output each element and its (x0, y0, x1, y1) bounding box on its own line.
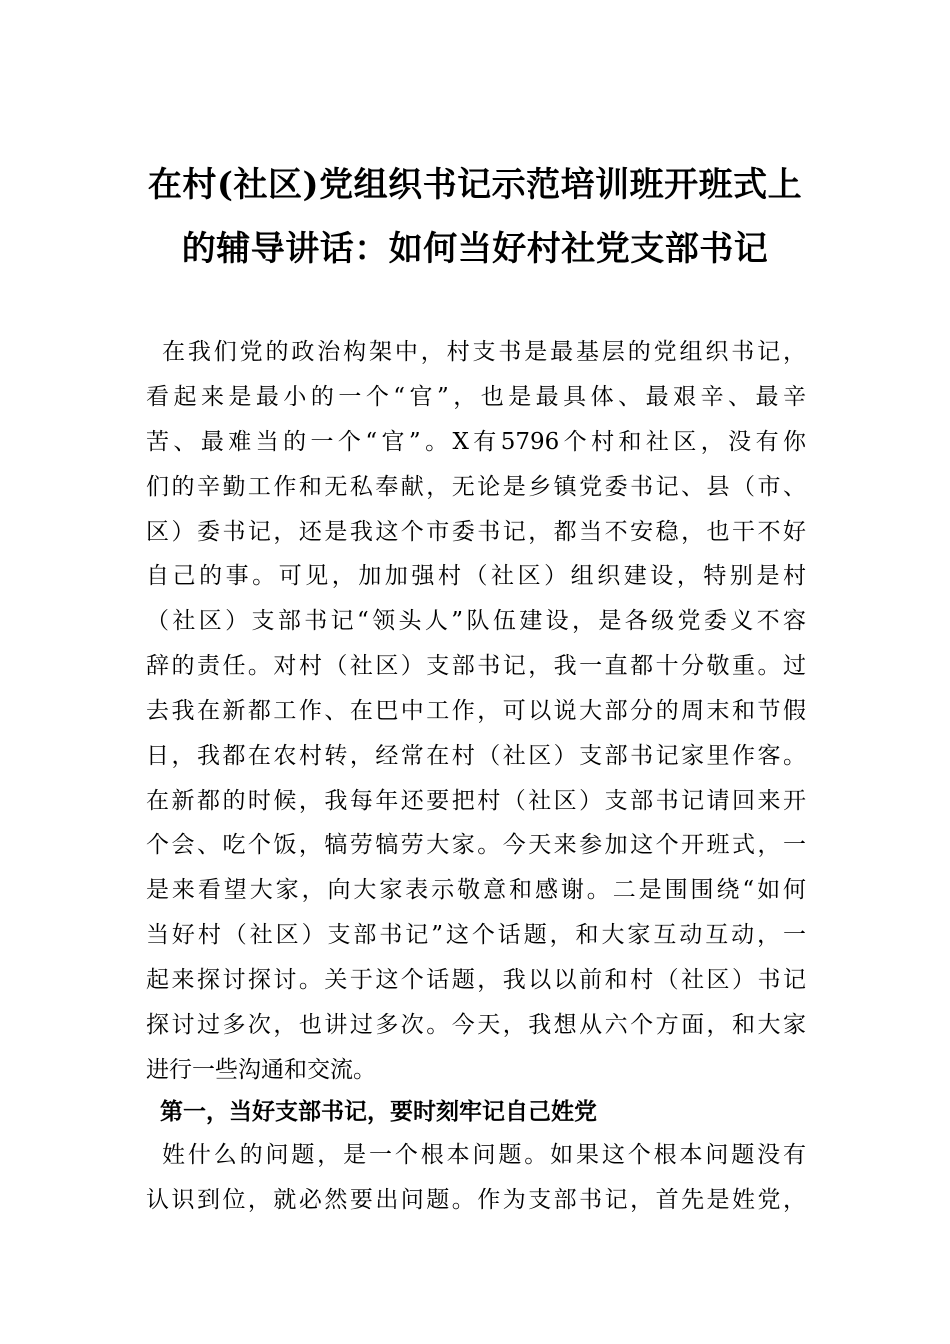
paragraph-line: 苦、最难当的一个“官”。X有5796个村和社区，没有你 (146, 429, 806, 455)
paragraph-line: 在我们党的政治构架中，村支书是最基层的党组织书记， (162, 339, 806, 365)
section-heading: 第一，当好支部书记，要时刻牢记自己姓党 (160, 1099, 597, 1125)
paragraph-line: 自己的事。可见，加加强村（社区）组织建设，特别是村 (146, 563, 806, 589)
paragraph-line: 是来看望大家，向大家表示敬意和感谢。二是围围绕“如何 (146, 877, 806, 903)
paragraph-line: 个会、吃个饭，犒劳犒劳大家。今天来参加这个开班式，一 (146, 832, 806, 858)
paragraph-line: 进行一些沟通和交流。 (146, 1057, 376, 1083)
paragraph-line: 探讨过多次，也讲过多次。今天，我想从六个方面，和大家 (146, 1012, 806, 1038)
paragraph-line: 们的辛勤工作和无私奉献，无论是乡镇党委书记、县（市、 (146, 474, 806, 500)
paragraph-line: 区）委书记，还是我这个市委书记，都当不安稳，也干不好 (146, 519, 806, 545)
paragraph-line: 看起来是最小的一个“官”，也是最具体、最艰辛、最辛 (146, 384, 806, 410)
paragraph-line: 起来探讨探讨。关于这个话题，我以以前和村（社区）书记 (146, 967, 806, 993)
document-title-line-1: 在村(社区)党组织书记示范培训班开班式上 (147, 165, 803, 205)
paragraph-line: 辞的责任。对村（社区）支部书记，我一直都十分敬重。过 (146, 653, 806, 679)
paragraph-line: 在新都的时候，我每年还要把村（社区）支部书记请回来开 (146, 788, 806, 814)
document-title-line-2: 的辅导讲话：如何当好村社党支部书记 (181, 229, 769, 269)
paragraph-line: 认识到位，就必然要出问题。作为支部书记，首先是姓党， (146, 1187, 806, 1213)
paragraph-line: 姓什么的问题，是一个根本问题。如果这个根本问题没有 (162, 1142, 806, 1168)
paragraph-line: 去我在新都工作、在巴中工作，可以说大部分的周末和节假 (146, 698, 806, 724)
paragraph-line: （社区）支部书记“领头人”队伍建设，是各级党委义不容 (146, 608, 806, 634)
paragraph-line: 当好村（社区）支部书记”这个话题，和大家互动互动，一 (146, 922, 806, 948)
paragraph-line: 日，我都在农村转，经常在村（社区）支部书记家里作客。 (146, 743, 806, 769)
